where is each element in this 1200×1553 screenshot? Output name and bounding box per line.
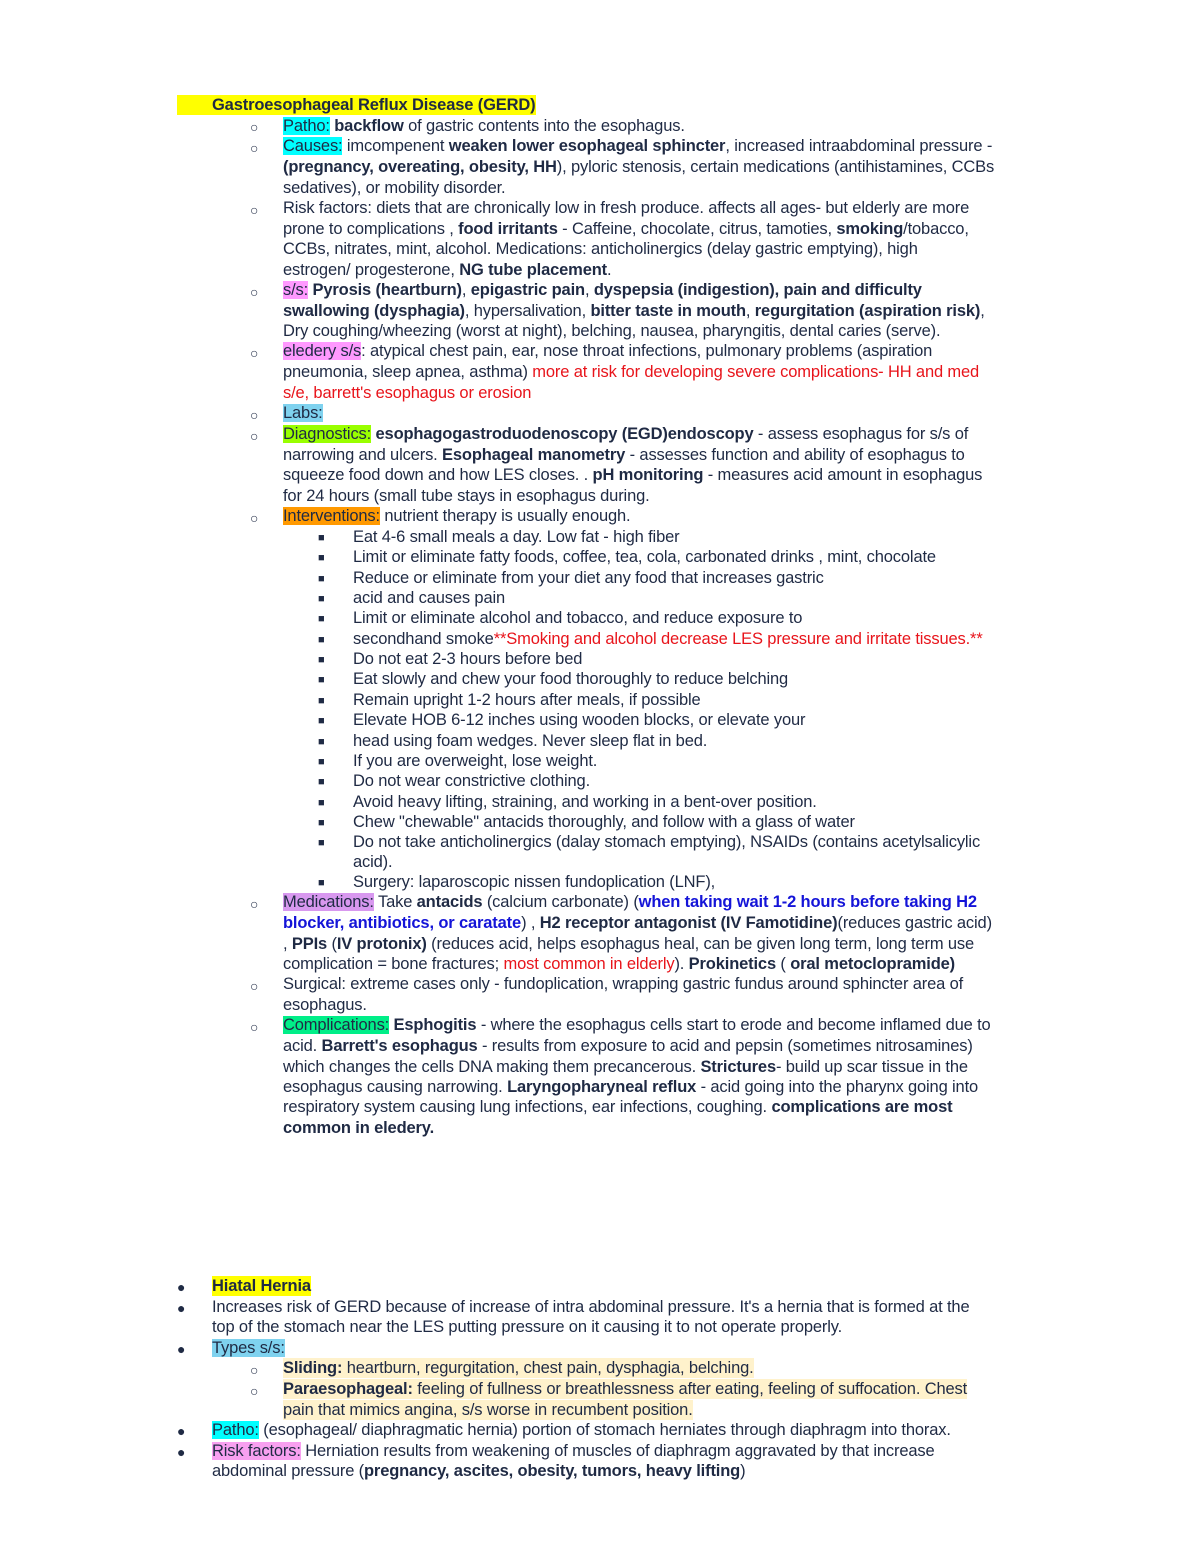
gerd-patho — [283, 116, 685, 136]
intervention-text: If you are overweight, lose weight. — [353, 752, 598, 770]
bullet-dot: ● — [177, 1341, 186, 1357]
risk-text: ) — [740, 1462, 746, 1480]
hiatal-patho — [212, 1420, 951, 1440]
types-label: Types s/s: — [212, 1339, 285, 1357]
interventions-text: nutrient therapy is usually enough. — [379, 507, 631, 525]
bullet-dot: ● — [177, 1423, 186, 1439]
comp-term: complications are most — [771, 1098, 953, 1116]
bullet-square: ■ — [318, 776, 325, 788]
med-text: ( — [775, 955, 791, 973]
patho-text: of gastric contents into the esophagus. — [403, 117, 685, 135]
intervention-item — [353, 629, 983, 649]
hiatal-risk-line1 — [212, 1441, 935, 1461]
intervention-text: Limit or eliminate alcohol and tobacco, and reduce exposure to — [353, 609, 803, 627]
diag-text: - assesses function and ability of esophagus to — [625, 446, 965, 464]
elderly-label: eledery s/s — [283, 342, 362, 360]
bullet-circle: ○ — [250, 202, 259, 218]
gerd-comp-line1 — [283, 1015, 991, 1035]
intervention-item — [353, 690, 701, 710]
ss-term: swallowing (dysphagia) — [283, 302, 465, 320]
bullet-circle: ○ — [250, 284, 259, 300]
med-text: (calcium carbonate) ( — [482, 893, 639, 911]
intervention-text: head using foam wedges. Never sleep flat in bed. — [353, 732, 708, 750]
causes-text: ), pyloric stenosis, certain medications (antihistamines, CCBs — [556, 158, 995, 176]
intervention-item — [353, 751, 597, 771]
gerd-elderly-line3: s/e, barrett's esophagus or erosion — [283, 384, 532, 402]
gerd-ss-line2 — [283, 301, 985, 321]
comp-term: Barrett's esophagus — [321, 1037, 478, 1055]
gerd-title: Gastroesophageal Reflux Disease (GERD) — [177, 95, 536, 115]
bullet-square: ■ — [318, 573, 325, 585]
ss-term: bitter taste in mouth — [590, 302, 746, 320]
med-text: complication = bone fractures; — [283, 955, 504, 973]
bullet-square: ■ — [318, 532, 325, 544]
risk-term: smoking — [836, 220, 904, 238]
comp-text: which changes the cells DNA making them precancerous. — [283, 1058, 701, 1076]
intervention-surgery: Surgery: laparoscopic nissen fundoplication (LNF), — [353, 873, 716, 891]
hiatal-increase-line2: top of the stomach near the LES putting pressure on it causing it to not operate properly. — [212, 1318, 843, 1336]
bullet-square: ■ — [318, 695, 325, 707]
bullet-circle: ○ — [250, 407, 259, 423]
gerd-labs — [283, 403, 323, 423]
intervention-item — [353, 731, 707, 751]
bullet-circle: ○ — [250, 428, 259, 444]
ss-text: , hypersalivation, — [464, 302, 591, 320]
intervention-text: Reduce or eliminate from your diet any food that increases gastric — [353, 569, 824, 587]
intervention-warning: **Smoking and alcohol decrease LES pressure and irritate tissues.** — [493, 630, 983, 648]
para-term: Paraesophageal: — [283, 1380, 413, 1398]
med-text: ( — [327, 935, 337, 953]
gerd-risk-line4 — [283, 260, 611, 280]
risk-term: food irritants — [458, 220, 558, 238]
bullet-square: ■ — [318, 593, 325, 605]
med-term: antacids — [416, 893, 483, 911]
hiatal-title: Hiatal Hernia — [212, 1277, 311, 1295]
causes-text: , increased intraabdominal pressure - — [725, 137, 993, 155]
ss-term: dyspepsia (indigestion), pain and difficulty — [593, 281, 922, 299]
med-text: Take — [373, 893, 417, 911]
ss-text: , — [584, 281, 594, 299]
bullet-circle: ○ — [250, 1019, 259, 1035]
comp-term: Laryngopharyneal reflux — [507, 1078, 697, 1096]
med-term: Prokinetics — [688, 955, 776, 973]
diag-term: esophagogastroduodenoscopy (EGD)endoscopy — [371, 425, 754, 443]
risk-text: /tobacco, — [903, 220, 969, 238]
gerd-elderly-line2 — [283, 362, 979, 382]
diag-term: pH monitoring — [592, 466, 704, 484]
med-text: ). — [674, 955, 689, 973]
intervention-item — [353, 669, 788, 689]
med-term: IV protonix) — [336, 935, 427, 953]
bullet-circle: ○ — [250, 896, 259, 912]
sliding-text: heartburn, regurgitation, chest pain, dysphagia, belching. — [342, 1359, 754, 1377]
patho-text: (esophageal/ diaphragmatic hernia) portion of stomach herniates through diaphragm into thorax. — [258, 1421, 951, 1439]
ss-label: s/s: — [283, 281, 309, 299]
intervention-item — [353, 568, 824, 588]
ss-text: , — [980, 302, 985, 320]
gerd-ss-line1 — [283, 280, 922, 300]
risk-text: - Caffeine, chocolate, citrus, tamoties, — [557, 220, 837, 238]
comp-term: Strictures — [700, 1058, 776, 1076]
elderly-text: pneumonia, sleep apnea, asthma) — [283, 363, 533, 381]
gerd-risk-line2 — [283, 219, 969, 239]
diag-text: - assess esophagus for s/s of — [753, 425, 969, 443]
gerd-surgical-line1: Surgical: extreme cases only - fundoplication, wrapping gastric fundus around sphincter area of — [283, 975, 964, 993]
gerd-risk-line1: Risk factors: diets that are chronically low in fresh produce. affects all ages- but elderly are more — [283, 199, 970, 217]
bullet-square: ■ — [318, 797, 325, 809]
hiatal-para-line2: pain that mimics angina, s/s worse in recumbent position. — [283, 1401, 693, 1419]
intervention-text: Avoid heavy lifting, straining, and working in a bent-over position. — [353, 793, 817, 811]
med-text: (reduces acid, helps esophagus heal, can be given long term, long term use — [426, 935, 975, 953]
med-term: PPIs — [291, 935, 328, 953]
diag-text: - measures acid amount in esophagus — [703, 466, 983, 484]
gerd-comp-line4 — [283, 1077, 978, 1097]
med-term: H2 receptor antagonist (IV Famotidine) — [539, 914, 838, 932]
intervention-text: Eat 4-6 small meals a day. Low fat - high fiber — [353, 528, 680, 546]
bullet-circle: ○ — [250, 1383, 259, 1399]
intervention-item — [353, 771, 590, 791]
ss-term: regurgitation (aspiration risk) — [754, 302, 981, 320]
intervention-text: Chew "chewable" antacids thoroughly, and follow with a glass of water — [353, 813, 855, 831]
intervention-text: Remain upright 1-2 hours after meals, if possible — [353, 691, 701, 709]
causes-term: (pregnancy, overeating, obesity, HH — [283, 158, 557, 176]
bullet-dot: ● — [177, 1444, 186, 1460]
bullet-square: ■ — [318, 674, 325, 686]
ss-term: Pyrosis (heartburn) — [308, 281, 462, 299]
patho-label: Patho: — [283, 117, 330, 135]
bullet-square: ■ — [318, 634, 325, 646]
med-text: , — [283, 935, 292, 953]
sliding-term: Sliding: — [283, 1359, 343, 1377]
risk-term: NG tube placement — [459, 261, 607, 279]
med-text: ) , — [521, 914, 540, 932]
intervention-text: Limit or eliminate fatty foods, coffee, tea, cola, carbonated drinks , mint, chocolate — [353, 548, 936, 566]
med-warning: blocker, antibiotics, or caratate — [283, 914, 522, 932]
med-warning: when taking wait 1-2 hours before taking H2 — [638, 893, 977, 911]
bullet-circle: ○ — [250, 119, 259, 135]
causes-text: imcompenent — [342, 137, 449, 155]
bullet-square: ■ — [318, 756, 325, 768]
gerd-causes-line1 — [283, 136, 992, 156]
bullet-dot: ● — [177, 1300, 186, 1316]
gerd-risk-line3: CCBs, nitrates, mint, alcohol. Medications: anticholinergics (delay gastric emptying), high — [283, 240, 918, 258]
gerd-interventions — [283, 506, 630, 526]
bullet-square: ■ — [318, 837, 325, 849]
gerd-diag-line1 — [283, 424, 968, 444]
comp-text: - results from exposure to acid and pepsin (sometimes nitrosamines) — [477, 1037, 973, 1055]
intervention-item — [353, 527, 679, 547]
med-text: (reduces gastric acid) — [837, 914, 992, 932]
intervention-text: Eat slowly and chew your food thoroughly to reduce belching — [353, 670, 789, 688]
bullet-square: ■ — [318, 613, 325, 625]
bullet-circle: ○ — [250, 1362, 259, 1378]
comp-label: Complications: — [283, 1016, 390, 1034]
ss-text: , — [461, 281, 471, 299]
bullet-circle: ○ — [250, 140, 259, 156]
gerd-med-line4 — [283, 954, 955, 974]
ss-text: , — [745, 302, 755, 320]
risk-term: pregnancy, ascites, obesity, tumors, heavy lifting — [364, 1462, 741, 1480]
comp-text: esophagus causing narrowing. — [283, 1078, 508, 1096]
risk-text: estrogen/ progesterone, — [283, 261, 460, 279]
gerd-comp-line3 — [283, 1057, 968, 1077]
intervention-item — [353, 608, 802, 628]
bullet-circle: ○ — [250, 978, 259, 994]
bullet-square: ■ — [318, 736, 325, 748]
bullet-square: ■ — [318, 817, 325, 829]
bullet-circle: ○ — [250, 510, 259, 526]
med-term: oral metoclopramide) — [790, 955, 955, 973]
diag-text: squeeze food down and how LES closes. . — [283, 466, 593, 484]
intervention-item — [353, 832, 980, 852]
comp-text: respiratory system causing lung infections, ear infections, coughing. — [283, 1098, 772, 1116]
interventions-label: Interventions: — [283, 507, 380, 525]
risk-text: . — [607, 261, 612, 279]
gerd-diag-line2 — [283, 445, 965, 465]
bullet-square: ■ — [318, 552, 325, 564]
bullet-dot: ● — [177, 1279, 186, 1295]
gerd-ss-line3: Dry coughing/wheezing (worst at night), belching, nausea, pharyngitis, dental caries (serve). — [283, 322, 941, 340]
gerd-diag-line3 — [283, 465, 982, 485]
diag-label: Diagnostics: — [283, 425, 372, 443]
causes-term: weaken lower esophageal sphincter — [448, 137, 726, 155]
para-text: feeling of fullness or breathlessness after eating, feeling of suffocation. Chest — [412, 1380, 968, 1398]
med-red: most common in elderly — [503, 955, 675, 973]
intervention-item — [353, 710, 805, 730]
intervention-text: acid and causes pain — [353, 589, 506, 607]
hiatal-sliding — [283, 1358, 754, 1378]
comp-text: - where the esophagus cells start to erode and become inflamed due to — [476, 1016, 991, 1034]
hiatal-risk-line2 — [212, 1461, 745, 1481]
elderly-warning: more at risk for developing severe complications- HH and med — [532, 363, 980, 381]
gerd-diag-line4: for 24 hours (small tube stays in esophagus during. — [283, 487, 650, 505]
risk-text: prone to complications , — [283, 220, 459, 238]
hiatal-types — [212, 1338, 285, 1358]
gerd-elderly-line1 — [283, 341, 932, 361]
gerd-med-line3 — [283, 934, 974, 954]
gerd-med-line1 — [283, 892, 977, 912]
patho-label: Patho: — [212, 1421, 259, 1439]
gerd-surgical-line2: esophagus. — [283, 996, 367, 1014]
intervention-text: Elevate HOB 6-12 inches using wooden blocks, or elevate your — [353, 711, 806, 729]
risk-text: abdominal pressure ( — [212, 1462, 364, 1480]
gerd-med-line2 — [283, 913, 992, 933]
intervention-item — [353, 792, 817, 812]
gerd-causes-line2 — [283, 157, 994, 177]
labs-label: Labs: — [283, 404, 323, 422]
intervention-item — [353, 812, 855, 832]
bullet-square: ■ — [318, 715, 325, 727]
diag-term: Esophageal manometry — [442, 446, 626, 464]
intervention-text: Do not take anticholinergics (dalay stomach emptying), NSAIDs (contains acetylsalicylic — [353, 833, 981, 851]
comp-text: - acid going into the pharynx going into — [696, 1078, 979, 1096]
intervention-text: Do not wear constrictive clothing. — [353, 772, 591, 790]
risk-label: Risk factors: — [212, 1442, 301, 1460]
risk-text: Herniation results from weakening of muscles of diaphragm aggravated by that increase — [300, 1442, 935, 1460]
hiatal-para-line1 — [283, 1379, 967, 1399]
bullet-square: ■ — [318, 877, 325, 889]
intervention-text: secondhand smoke — [353, 630, 494, 648]
bullet-square: ■ — [318, 654, 325, 666]
intervention-item — [353, 649, 582, 669]
ss-term: epigastric pain — [470, 281, 585, 299]
elderly-text: : atypical chest pain, ear, nose throat infections, pulmonary problems (aspiration — [361, 342, 933, 360]
intervention-continuation: acid). — [353, 853, 393, 871]
comp-term: Esphogitis — [389, 1016, 477, 1034]
intervention-text: Do not eat 2-3 hours before bed — [353, 650, 583, 668]
patho-term: backflow — [334, 117, 404, 135]
gerd-comp-line2 — [283, 1036, 973, 1056]
gerd-comp-line5 — [283, 1097, 952, 1117]
hiatal-increase-line1: Increases risk of GERD because of increase of intra abdominal pressure. It's a hernia that is formed at the — [212, 1298, 970, 1316]
med-label: Medications: — [283, 893, 374, 911]
intervention-item — [353, 547, 936, 567]
gerd-causes-line3: sedatives), or mobility disorder. — [283, 179, 506, 197]
comp-text: acid. — [283, 1037, 322, 1055]
diag-text: narrowing and ulcers. — [283, 446, 443, 464]
causes-label: Causes: — [283, 137, 343, 155]
intervention-item — [353, 588, 505, 608]
bullet-circle: ○ — [250, 345, 259, 361]
gerd-comp-line6: common in eledery. — [283, 1119, 435, 1137]
comp-text: - build up scar tissue in the — [775, 1058, 968, 1076]
